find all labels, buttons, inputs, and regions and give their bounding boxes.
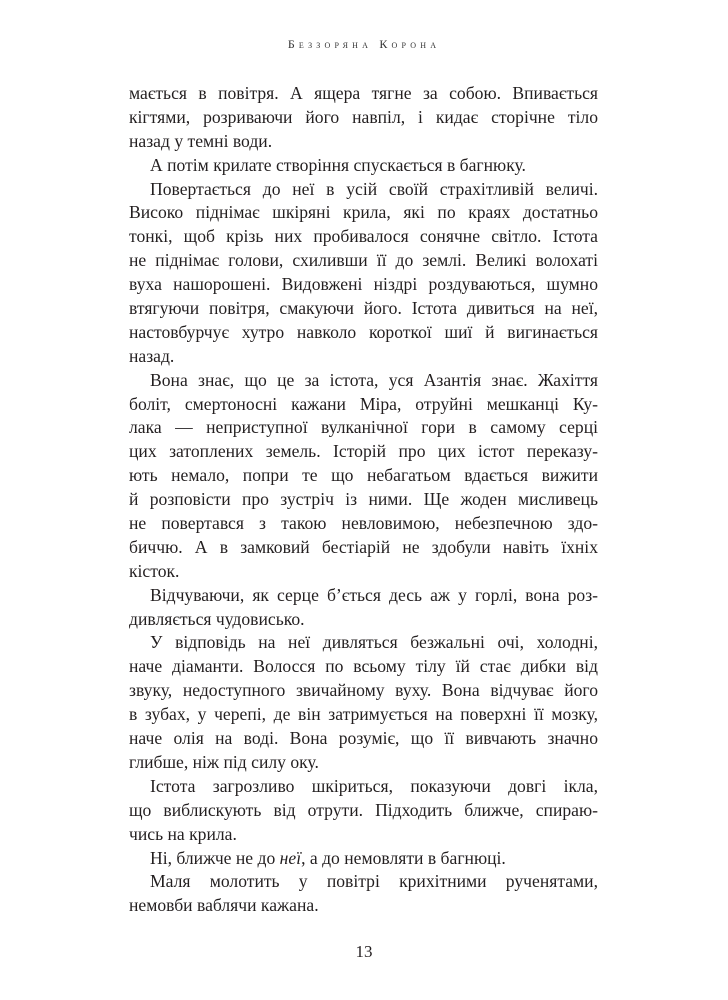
text-line: лака — неприступної вулканічної гори в самому серці — [129, 417, 598, 438]
text-line: що виблискують від отрути. Підходить ближче, спираю- — [129, 799, 598, 820]
text-line: У відповідь на неї дивляться безжальні очі, холодні, — [150, 632, 598, 653]
text-line: назад у темні води. — [129, 130, 273, 151]
paragraph — [129, 82, 598, 154]
text-line: не повертався з такою невловимою, небезпечною здо- — [129, 513, 598, 534]
text-line: Істота загрозливо шкіриться, показуючи довгі ікла, — [150, 775, 598, 796]
paragraph — [129, 847, 598, 871]
text-line: вуха нашорошені. Видовжені ніздрі роздуваються, шумно — [129, 274, 598, 295]
paragraph — [129, 178, 598, 369]
text-line: глибше, ніж під силу оку. — [129, 751, 319, 772]
text-line: А потім крилате створіння спускається в багнюку. — [150, 154, 526, 175]
text-line: наче олія на воді. Вона розуміє, що її вивчають значно — [129, 728, 598, 749]
text-segment: Ні, ближче не до — [150, 847, 280, 868]
text-line: ють немало, попри те що небагатьом вдається вижити — [129, 465, 598, 486]
text-line: цих затоплених земель. Історій про цих істот переказу- — [129, 441, 598, 462]
text-line — [129, 847, 598, 871]
text-line: Повертається до неї в усій своїй страхітливій величі. — [150, 178, 598, 199]
text-line: настовбурчує хутро навколо короткої шиї й вигинається — [129, 321, 598, 342]
paragraph — [129, 870, 598, 918]
text-line: й розповісти про зустріч із ними. Ще жоден мисливець — [129, 489, 598, 510]
text-line: наче діаманти. Волосся по всьому тілу їй стає дибки від — [129, 656, 598, 677]
text-line: кісток. — [129, 560, 180, 581]
text-line: Високо піднімає шкіряні крила, які по краях достатньо — [129, 202, 598, 223]
text-line: боліт, смертоносні кажани Міра, отруйні мешканці Ку- — [129, 393, 598, 414]
text-line: биччю. А в замковий бестіарій не здобули навіть їхніх — [129, 536, 598, 557]
paragraph — [129, 775, 598, 847]
emphasized-word: неї — [279, 847, 302, 868]
paragraph — [129, 154, 598, 178]
body-text — [129, 82, 598, 918]
text-line: кігтями, розриваючи його навпіл, і кидає сторічне тіло — [129, 106, 598, 127]
text-line: в зубах, у черепі, де він затримується на поверхні її мозку, — [129, 704, 598, 725]
text-line: тонкі, щоб крізь них пробивалося сонячне світло. Істота — [129, 226, 598, 247]
text-line: звуку, недоступного звичайному вуху. Вона відчуває його — [129, 680, 598, 701]
text-line: немовби ваблячи кажана. — [129, 895, 319, 916]
text-line: втягуючи повітря, смакуючи його. Істота дивиться на неї, — [129, 298, 598, 319]
paragraph — [129, 631, 598, 774]
text-line: дивляється чудовисько. — [129, 608, 305, 629]
running-head: Беззоряна Корона — [287, 37, 441, 51]
text-line: мається в повітря. А ящера тягне за собою. Впивається — [129, 83, 598, 103]
text-line: не піднімає голови, схиливши її до землі. Великі волохаті — [129, 250, 598, 271]
paragraph — [129, 584, 598, 632]
text-line: чись на крила. — [129, 823, 237, 844]
paragraph — [129, 369, 598, 584]
text-line: Маля молотить у повітрі крихітними рученятами, — [150, 871, 598, 892]
text-line: Вона знає, що це за істота, уся Азантія знає. Жахіття — [150, 369, 598, 390]
text-segment: , а до немовляти в багнюці. — [301, 847, 506, 868]
text-line: Відчуваючи, як серце б’ється десь аж у горлі, вона роз- — [150, 584, 598, 605]
page-number: 13 — [355, 942, 373, 961]
text-line: назад. — [129, 345, 175, 366]
